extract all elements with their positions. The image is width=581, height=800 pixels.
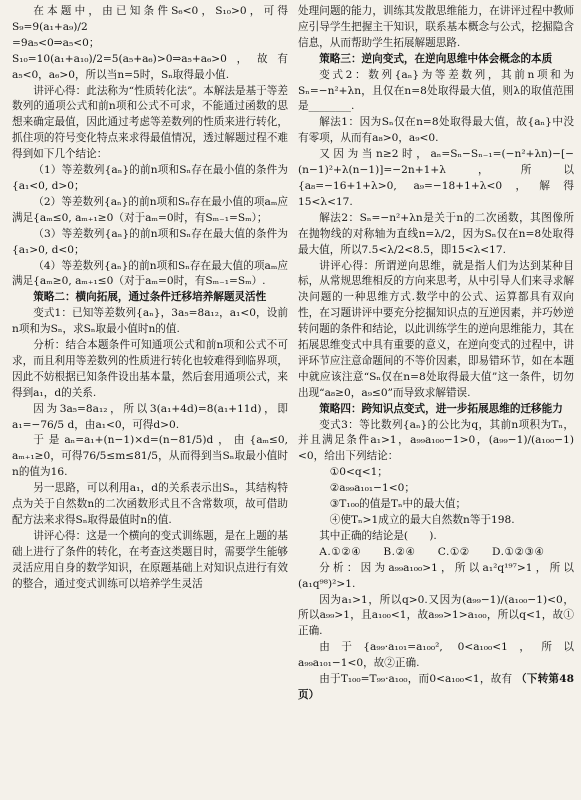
- left-paragraph: 另一思路，可以利用a₁，d的关系表示出Sₙ，其结构特点为关于自然数n的二次函数形式且不含常数项，故可借助配方法来求得Sₙ取得最值时n的值.: [12, 482, 288, 526]
- right-paragraph: ④使Tₙ>1成立的最大自然数n等于198.: [329, 514, 515, 526]
- right-paragraph: ①0<q<1；: [329, 466, 388, 479]
- left-paragraph: （2）等差数列{aₙ}的前n项和Sₙ存在最小值的项aₘ应满足{aₘ≤0, aₘ₊₁≥0（对于aₘ=0时，有Sₘ₋₁=Sₘ）；: [12, 195, 288, 224]
- right-paragraph: 策略三：逆向变式，在逆向思维中体会概念的本质: [319, 52, 553, 65]
- left-paragraph: （4）等差数列{aₙ}的前n项和Sₙ存在最大值的项aₘ应满足{aₘ≥0, aₘ₊₁≤0（对于aₘ=0时，有Sₘ₋₁=Sₘ）.: [12, 259, 288, 288]
- left-paragraph: 讲评心得：这是一个横向的变式训练题，是在上题的基础上进行了条件的转化，在考查这类题目时，需要学生能够灵活应用自身的数学知识，在原题基础上对知识点进行有效的整合，通过变式训练可以培养学生灵活: [12, 529, 288, 590]
- left-paragraph: 讲评心得：此法称为“性质转化法”。本解法是基于等差数列的通项公式和前n项和公式不可求，不能通过函数的思想来确定最值，因此通过考虑等差数列的性质来进行转化，抓住项的符号变化特点来求得最值情况，透过解题过程不难得到如下几个结论：: [12, 84, 288, 161]
- right-paragraph: 因为a₁>1，所以q>0.又因为(a₉₉−1)/(a₁₀₀−1)<0，所以a₉₉>1，且a₁₀₀<1，故a₉₉>1>a₁₀₀，所以q<1，故①正确.: [298, 593, 574, 638]
- right-paragraph: 变式2：数列{aₙ}为等差数列，其前n项和为Sₙ=−n²+λn，且仅在n=8处取得最大值，则λ的取值范围是________.: [298, 68, 574, 113]
- right-paragraph: 其中正确的结论是( ).: [319, 529, 437, 542]
- right-paragraph: 由于{a₉₉·a₁₀₁=a₁₀₀², 0<a₁₀₀<1，所以a₉₉a₁₀₁−1<0，故②正确.: [298, 641, 574, 670]
- right-paragraph: 解法2：Sₙ=−n²+λn是关于n的二次函数，其图像所在抛物线的对称轴为直线n=λ/2，因为Sₙ仅在n=8处取得最大值，所以7.5<λ/2<8.5，即15<λ<17.: [298, 211, 574, 256]
- right-column: [298, 4, 574, 704]
- left-paragraph: 因为3a₅=8a₁₂，所以3(a₁+4d)=8(a₁+11d)，即a₁=−76/5 d，由a₁<0，可得d>0.: [12, 402, 288, 431]
- left-paragraph: =9a₅<0⇒a₅<0；: [12, 36, 100, 49]
- right-paragraph: ②a₉₉a₁₀₁−1<0；: [329, 482, 415, 495]
- left-column: [12, 4, 288, 593]
- right-paragraph: 由于T₁₀₀=T₉₉·a₁₀₀，而0<a₁₀₀<1，故有 （下转第48页）: [298, 673, 574, 701]
- right-paragraph: 变式3：等比数列{aₙ}的公比为q，其前n项积为Tₙ，并且满足条件a₁>1，a₉₉a₁₀₀−1>0，(a₉₉−1)/(a₁₀₀−1)<0，给出下列结论：: [298, 418, 574, 463]
- right-paragraph: 分析：因为a₉₉a₁₀₀>1，所以a₁²q¹⁹⁷>1，所以(a₁q⁹⁸)²>1.: [298, 561, 574, 590]
- left-paragraph: 在本题中，由已知条件S₆<0，S₁₀>0，可得S₉=9(a₁+a₉)/2: [12, 5, 288, 33]
- left-paragraph: 变式1：已知等差数列{aₙ}，3a₅=8a₁₂，a₁<0，设前n项和为Sₙ，求Sₙ取最小值时n的值.: [12, 307, 288, 336]
- right-paragraph: 策略四：跨知识点变式，进一步拓展思维的迁移能力: [319, 402, 563, 415]
- left-paragraph: 于是aₙ=a₁+(n−1)×d=(n−81/5)d，由{aₘ≤0, aₘ₊₁≥0，可得76/5≤m≤81/5，从而得到当Sₙ取最小值时n的值为16.: [12, 434, 288, 479]
- continued-footer: （下转第48页）: [298, 673, 574, 701]
- right-paragraph: A.①②④ B.②④ C.①② D.①②③④: [319, 545, 545, 558]
- right-paragraph: 讲评心得：所谓逆向思维，就是指人们为达到某种目标，从常规思维相反的方向来思考，从中引导人们来寻求解决问题的一种思维方式.数学中的公式、运算都具有双向性，在习题讲评中要充分挖掘知识点的互逆因素，并巧妙逆转问题的条件和结论，以此训练学生的逆向思维能力，其在拓展思维变式中具有重要的意义，在逆向变式的过程中，讲评环节应注意命题间的不等价因素，即易错环节，如在本题中就应该注意“Sₙ仅在n=8处取得最大值”这一条件，切勿出现“a₈≥0，a₉≤0”而导致求解错误.: [298, 259, 574, 399]
- left-paragraph: （1）等差数列{aₙ}的前n项和Sₙ存在最小值的条件为{a₁<0, d>0；: [12, 164, 288, 192]
- left-paragraph: 分析：结合本题条件可知通项公式和前n项和公式不可求，而且利用等差数列的性质进行转化也较难得到临界项，因此不妨根据已知条件设出基本量，然后套用通项公式，来得到a₁，d的关系.: [12, 339, 288, 399]
- left-paragraph: （3）等差数列{aₙ}的前n项和Sₙ存在最大值的条件为{a₁>0, d<0；: [12, 227, 288, 256]
- right-paragraph: ③T₁₀₀的值是Tₙ中的最大值；: [329, 498, 467, 511]
- right-paragraph: 又因为当n≥2时，aₙ=Sₙ−Sₙ₋₁=(−n²+λn)−[−(n−1)²+λ(n−1)]=−2n+1+λ，所以{a₈=−16+1+λ>0, a₉=−18+1+λ<0，解得15<λ<17.: [298, 148, 574, 208]
- right-paragraph: 解法1：因为Sₙ仅在n=8处取得最大值，故{aₙ}中没有零项，从而有a₈>0，a₉<0.: [298, 116, 574, 145]
- right-paragraph: 处理问题的能力，训练其发散思维能力，在讲评过程中教师应引导学生把握主干知识，联系基本概念与公式，挖掘隐含信息，从而帮助学生拓展解题思路.: [298, 5, 574, 49]
- left-paragraph: S₁₀=10(a₁+a₁₀)/2=5(a₅+a₆)>0⇒a₅+a₆>0，故有a₅<0，a₆>0，所以当n=5时，Sₙ取得最小值.: [12, 52, 288, 81]
- left-paragraph: 策略二：横向拓展，通过条件迁移培养解题灵活性: [33, 291, 267, 304]
